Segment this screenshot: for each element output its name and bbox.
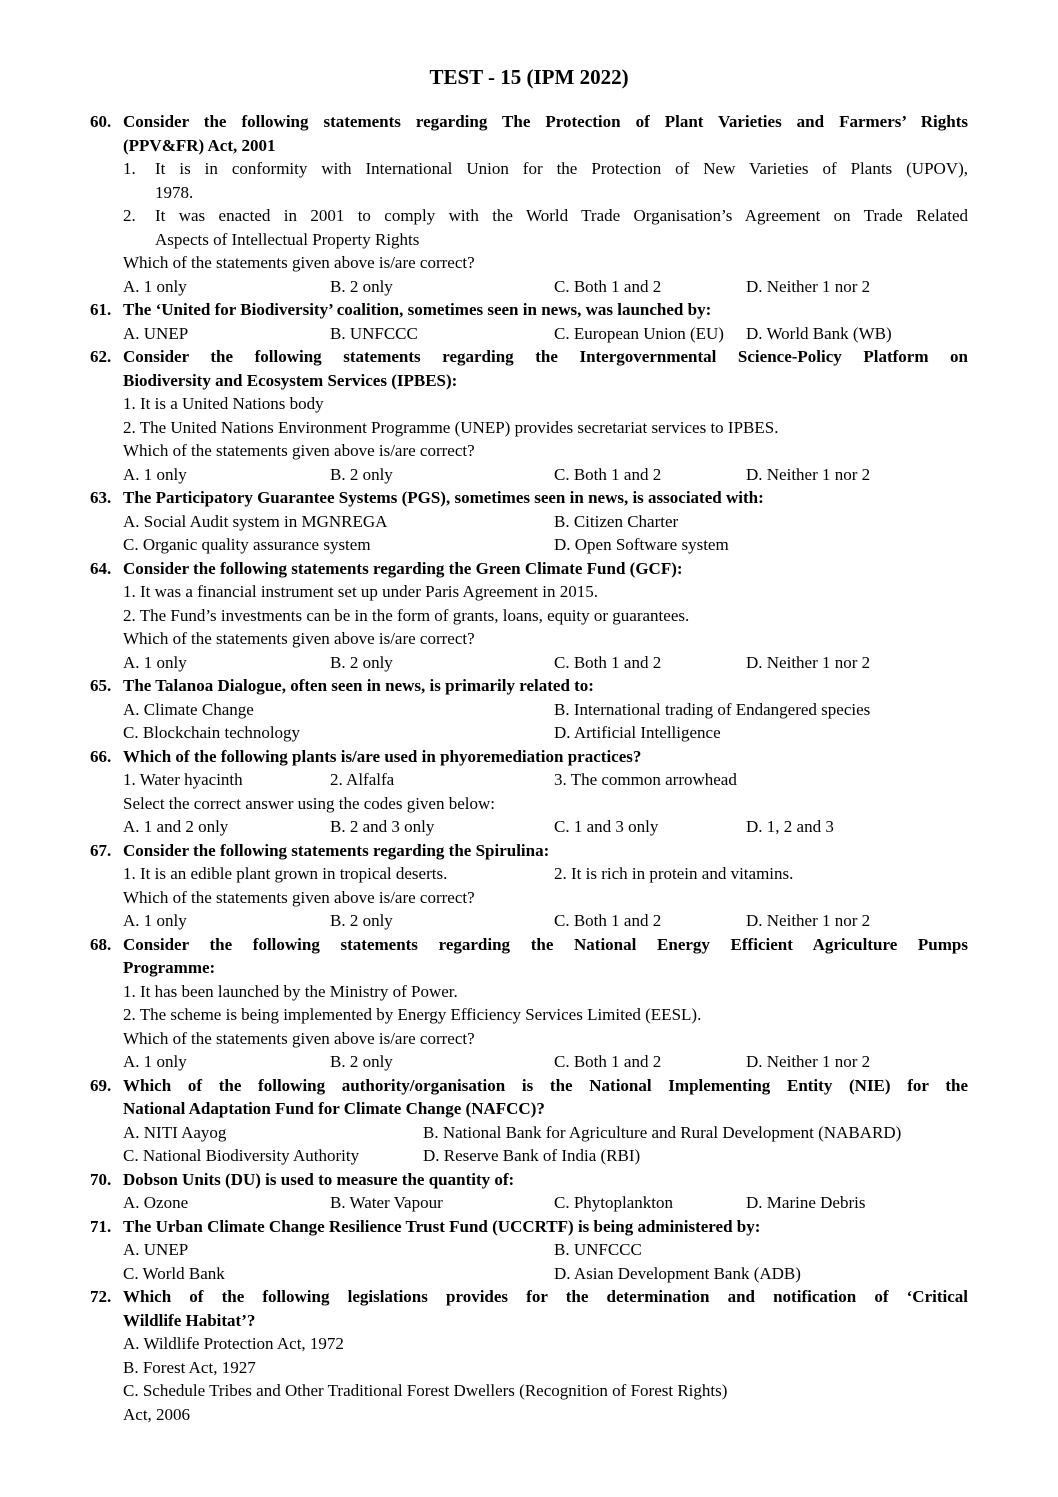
option-a: A. Social Audit system in MGNREGA [123,511,388,531]
option-b: B. 2 and 3 only [330,817,435,836]
options-row [123,909,968,933]
option-c: C. Phytoplankton [554,1193,674,1212]
question-number: 65. [90,676,112,695]
options-row [123,698,968,722]
question-68 [90,933,968,1074]
statement-text-line: Aspects of Intellectual Property Rights [155,229,420,249]
question-title [123,345,968,392]
prompt-line: Which of the statements given above is/are correct? [123,629,475,648]
question-number: 62. [90,347,112,366]
option-a: A. 1 only [123,464,187,484]
option-b: B. Citizen Charter [554,511,679,531]
question-61 [90,298,968,345]
options-row [123,275,968,299]
question-number: 72. [90,1287,112,1306]
item-2: 2. Alfalfa [330,770,395,789]
option-a: A. UNEP [123,323,189,343]
option-c: C. Blockchain technology [123,723,301,742]
question-title-line: Consider the following statements regarding The Protection of Plant Varieties and Farmers’ Rights [123,112,968,131]
statement-2: 2. The Fund’s investments can be in the form of grants, loans, equity or guarantees. [123,605,690,625]
options-row [123,510,968,534]
question-title [123,1285,968,1332]
option-b: B. 2 only [330,464,393,484]
question-71 [90,1215,968,1286]
options-row [123,815,968,839]
option-c: C. World Bank [123,1263,225,1283]
prompt-line: Select the correct answer using the codes given below: [123,793,495,813]
statement-text-line: It was enacted in 2001 to comply with the World Trade Organisation’s Agreement on Trade Related [155,206,968,225]
option-a: A. UNEP [123,1240,189,1259]
option-c: C. European Union (EU) [554,323,724,343]
statement-1: 1. It is an edible plant grown in tropical deserts. [123,864,448,883]
question-title: Dobson Units (DU) is used to measure the quantity of: [123,1169,515,1189]
question-title-line: Programme: [123,958,216,977]
options-row [123,1191,968,1215]
question-title: Consider the following statements regarding the Green Climate Fund (GCF): [123,558,683,578]
question-title: The Participatory Guarantee Systems (PGS), sometimes seen in news, is associated with: [123,488,764,507]
option-a: A. 1 and 2 only [123,817,229,836]
question-number: 67. [90,840,112,860]
options-row [123,1144,968,1168]
option-d: D. Asian Development Bank (ADB) [554,1263,801,1283]
option-a: A. 1 only [123,652,187,672]
options-row [123,651,968,675]
option-a: A. Ozone [123,1193,189,1212]
option-b: B. UNFCCC [330,323,418,343]
prompt-line: Which of the statements given above is/are correct? [123,887,475,907]
option-c: C. Organic quality assurance system [123,535,371,554]
question-title-line: Biodiversity and Ecosystem Services (IPBES): [123,370,458,390]
option-b: B. 2 only [330,1052,393,1071]
question-69 [90,1074,968,1168]
question-65 [90,674,968,745]
option-a: A. NITI Aayog [123,1122,227,1142]
options-row [123,463,968,487]
prompt-line: Which of the statements given above is/are correct? [123,253,475,272]
option-b: B. Water Vapour [330,1193,443,1212]
question-number: 60. [90,112,112,131]
option-b: B. National Bank for Agriculture and Rural Development (NABARD) [423,1122,902,1142]
question-number: 66. [90,746,112,766]
statement-1: 1. It has been launched by the Ministry of Power. [123,981,458,1001]
statement-1: 1. It is a United Nations body [123,394,324,413]
item-1: 1. Water hyacinth [123,770,243,789]
question-number: 64. [90,558,112,578]
statement-1: 1. It was a financial instrument set up under Paris Agreement in 2015. [123,582,598,601]
question-67 [90,839,968,933]
option-b: B. 2 only [330,911,393,930]
option-d: D. Marine Debris [746,1193,866,1212]
options-row [123,1050,968,1074]
question-title: The Talanoa Dialogue, often seen in news, is primarily related to: [123,676,594,695]
question-title: Which of the following plants is/are used in phyoremediation practices? [123,746,642,766]
statement-2 [123,204,968,251]
option-c: C. Both 1 and 2 [554,1052,662,1071]
question-number: 70. [90,1169,112,1189]
options-row [123,1238,968,1262]
option-c: C. National Biodiversity Authority [123,1146,360,1165]
question-66 [90,745,968,839]
items-row [123,768,968,792]
statement-text-line: It is in conformity with International Union for the Protection of New Varieties of Plants (UPOV), [155,159,968,178]
options-row [123,322,968,346]
option-a: A. 1 only [123,911,187,930]
statement-2: 2. The scheme is being implemented by Energy Efficiency Services Limited (EESL). [123,1005,702,1024]
option-d: D. Open Software system [554,535,729,554]
option-c: C. Both 1 and 2 [554,276,662,296]
question-70 [90,1168,968,1215]
option-d: D. Neither 1 nor 2 [746,1052,871,1071]
question-title: The ‘United for Biodiversity’ coalition, sometimes seen in news, was launched by: [123,300,712,319]
question-title-line: Which of the following legislations provides for the determination and notification of ‘Critical [123,1287,968,1306]
statement-1 [123,157,968,204]
question-title [123,1074,968,1121]
options-row [123,1121,968,1145]
question-title-line: National Adaptation Fund for Climate Change (NAFCC)? [123,1099,545,1118]
question-number: 71. [90,1216,112,1236]
option-c: C. Both 1 and 2 [554,464,662,484]
option-c: C. Both 1 and 2 [554,652,662,672]
options-row [123,721,968,745]
question-title-line: Consider the following statements regarding the National Energy Efficient Agriculture Pumps [123,934,968,954]
option-a: A. Wildlife Protection Act, 1972 [123,1334,344,1353]
question-title [123,933,968,980]
question-62 [90,345,968,486]
page-title: TEST - 15 (IPM 2022) [429,65,629,89]
option-b: B. International trading of Endangered species [554,699,871,719]
option-c-continuation: Act, 2006 [123,1404,191,1424]
statement-2: 2. The United Nations Environment Programme (UNEP) provides secretariat services to IPBES. [123,417,779,437]
option-b: B. UNFCCC [554,1240,642,1259]
question-title-line: Consider the following statements regarding the Intergovernmental Science-Policy Platform on [123,347,968,366]
option-a: A. Climate Change [123,699,254,719]
question-title-line: Which of the following authority/organisation is the National Implementing Entity (NIE) for the [123,1075,968,1095]
option-c: C. Both 1 and 2 [554,911,662,930]
question-60 [90,110,968,298]
question-title-line: Wildlife Habitat’? [123,1310,256,1330]
prompt-line: Which of the statements given above is/are correct? [123,1028,475,1048]
option-b: B. Forest Act, 1927 [123,1357,256,1377]
question-title: Consider the following statements regarding the Spirulina: [123,840,550,860]
option-d: D. Neither 1 nor 2 [746,464,871,484]
options-row [123,1262,968,1286]
question-number: 63. [90,488,112,507]
option-c: C. 1 and 3 only [554,817,659,836]
option-d: D. Reserve Bank of India (RBI) [423,1146,641,1165]
option-a: A. 1 only [123,1052,187,1071]
option-b: B. 2 only [330,276,393,296]
prompt-line: Which of the statements given above is/are correct? [123,441,475,460]
question-72 [90,1285,968,1426]
question-number: 61. [90,300,112,319]
question-64 [90,557,968,675]
statements-row [123,862,968,886]
option-d: D. Artificial Intelligence [554,723,721,742]
statement-number: 1. [123,159,136,178]
question-title [123,110,968,157]
option-d: D. Neither 1 nor 2 [746,911,871,930]
question-title: The Urban Climate Change Resilience Trust Fund (UCCRTF) is being administered by: [123,1216,761,1236]
question-63 [90,486,968,557]
item-3: 3. The common arrowhead [554,770,737,789]
question-number: 69. [90,1075,112,1095]
option-d: D. Neither 1 nor 2 [746,276,871,296]
option-d: D. World Bank (WB) [746,323,892,343]
option-b: B. 2 only [330,652,393,672]
statement-number: 2. [123,206,136,225]
options-row [123,533,968,557]
option-c: C. Schedule Tribes and Other Traditional Forest Dwellers (Recognition of Forest Rights) [123,1381,728,1400]
question-title-line: (PPV&FR) Act, 2001 [123,135,276,155]
option-d: D. Neither 1 nor 2 [746,652,871,672]
statement-text-line: 1978. [155,182,194,202]
statement-2: 2. It is rich in protein and vitamins. [554,864,794,883]
option-a: A. 1 only [123,276,187,296]
question-number: 68. [90,934,112,954]
option-d: D. 1, 2 and 3 [746,817,834,836]
